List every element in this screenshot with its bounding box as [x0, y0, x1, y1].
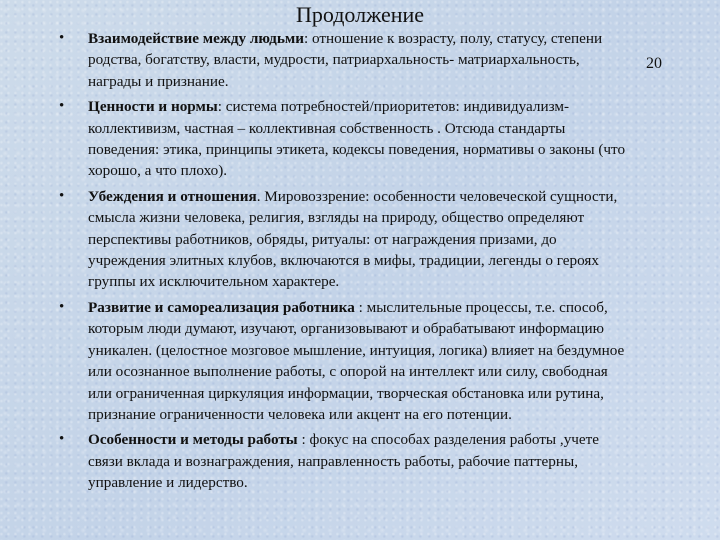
bullet-text: . Мировоззрение: особенности человеческой сущности, смысла жизни человека, религия, взгляды на природу, общество определяют перспективы работников, обряды, ритуалы: от награждения призами, до учреждения элитных клубов, включаются в мифы, традиции, легенды о героях группы их исключительном характере. [88, 187, 618, 291]
bullet-text: : отношение к возрасту, полу, статусу, степени родства, богатству, власти, мудрости, патриархальность- матриархальность, награды и признание. [88, 30, 603, 90]
bullet-heading: Особенности и методы работы [88, 431, 298, 449]
bullet-marker: • [59, 431, 65, 448]
slide-title: Продолжение [295, 2, 425, 27]
bullet-heading: Развитие и самореализация работника [88, 298, 355, 316]
bullet-marker: • [59, 30, 65, 46]
bullet-text: : мыслительные процессы, т.е. способ, которым люди думают, изучают, организовывают и обрабатывают информацию уникален. (целостное мозговое мышление, интуиция, логика) влияет на бездумное или осознанное выполнение работы, с опорой на интеллект или силу, свободная или ограниченная циркуляция информации, творческая обстановка или рутина, признание ограниченности человека или акцент на его потенции. [88, 298, 625, 423]
bullet-marker: • [59, 298, 65, 315]
bullet-heading: Ценности и нормы [88, 98, 218, 116]
bullet-heading: Взаимодействие между людьми [88, 30, 304, 47]
bullet-list [56, 28, 634, 498]
bullet-item-values [56, 96, 634, 182]
bullet-heading: Убеждения и отношения [88, 187, 257, 205]
bullet-item-work-methods [56, 429, 634, 493]
bullet-text: : система потребностей/приоритетов: индивидуализм-коллективизм, частная – коллективная собственность . Отсюда стандарты поведения: этика, принципы этикета, кодексы поведения, нормативы о законы (что хорошо, а что плохо). [88, 98, 626, 180]
bullet-marker: • [59, 98, 65, 115]
bullet-item-beliefs [56, 186, 634, 293]
bullet-marker: • [59, 187, 65, 204]
bullet-item-development [56, 297, 634, 425]
slide-number: 20 [646, 55, 662, 72]
bullet-item-interaction [56, 28, 634, 92]
bullet-text: : фокус на способах разделения работы ,учете связи вклада и вознаграждения, направленность работы, рабочие паттерны, управление и лидерство. [88, 431, 600, 492]
